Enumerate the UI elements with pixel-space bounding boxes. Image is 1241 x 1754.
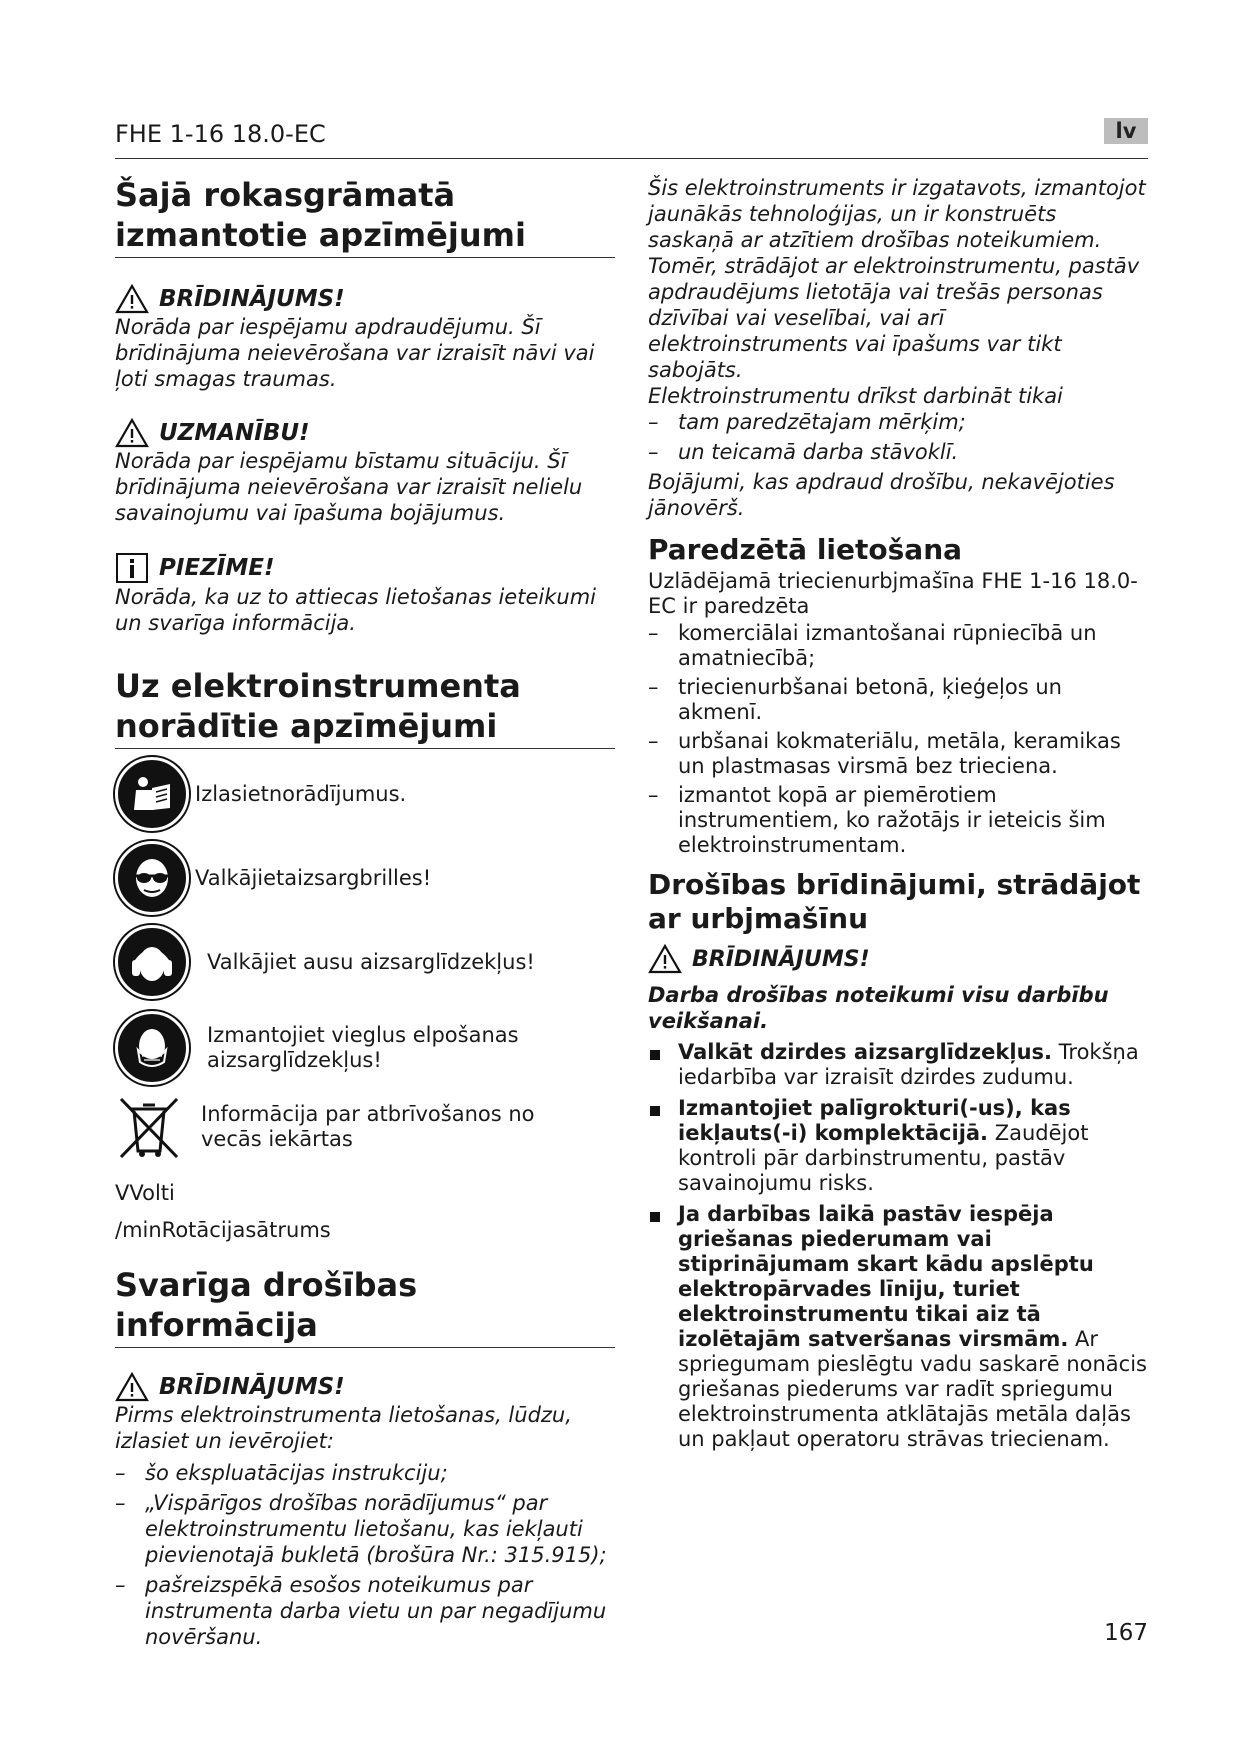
list-item: – komerciālai izmantošanai rūpniecībā un amatniecībā;	[648, 621, 1148, 671]
caution-label: UZMANĪBU!	[159, 420, 310, 446]
info-box-icon	[115, 552, 149, 584]
list-item	[648, 1202, 1148, 1452]
symbol-row	[115, 1093, 615, 1161]
bullet-text: Zaudējot kontroli pār darbinstrumentu, pastāv savainojumu risks.	[678, 1121, 1089, 1195]
model-name: FHE 1-16 18.0-EC	[115, 120, 326, 148]
right-column	[648, 175, 1148, 1458]
list-item	[648, 1040, 1148, 1090]
safety-glasses-icon	[115, 841, 189, 915]
intro-text: Šis elektroinstruments ir izgatavots, izmantojot jaunākās tehnoloģijas, un ir konstruēts saskaņā ar atzītiem drošības noteikumiem.	[648, 176, 1146, 252]
caution-text: Norāda par iespējamu bīstamu situāciju. Šī brīdinājuma neievērošana var izraisīt nelielu savainojumu vai īpašuma bojājumus.	[115, 449, 583, 525]
rpm-symbol-text: /minRotācijasātrums	[115, 1218, 331, 1242]
warning-signal	[648, 944, 1148, 974]
warning-triangle-icon	[648, 944, 682, 974]
symbol-row	[115, 841, 615, 915]
drill-safety-heading: Drošības brīdinājumi, strādājot ar urbjmašīnu	[648, 868, 1141, 935]
warning-triangle-icon	[115, 418, 149, 448]
tool-symbols-heading: Uz elektroinstrumenta norādītie apzīmējumi	[115, 666, 615, 749]
warning-text: Pirms elektroinstrumenta lietošanas, lūdzu, izlasiet un ievērojiet:	[115, 1403, 572, 1453]
symbol-text: Valkājietaizsargbrilles!	[195, 865, 432, 890]
list-item: – pašreizspēkā esošos noteikumus par instrumenta darba vietu un par negadījumu novēršanu.	[115, 1572, 615, 1650]
safety-heading: Svarīga drošības informācija	[115, 1265, 615, 1348]
intro-text: Tomēr, strādājot ar elektroinstrumentu, pastāv apdraudējums lietotāja vai trešās personas dzīvībai vai veselībai, vai arī elektroinstruments vai īpašums var tikt sabojāts.	[648, 254, 1140, 382]
list-item	[648, 1096, 1148, 1196]
volt-symbol-text: VVolti	[115, 1181, 175, 1205]
warning-signal	[115, 1372, 615, 1402]
warning-text: Norāda par iespējamu apdraudējumu. Šī brīdinājuma neievērošana var izraisīt nāvi vai ļoti smagas traumas.	[115, 315, 595, 391]
list-item: – šo ekspluatācijas instrukciju;	[115, 1460, 615, 1486]
symbol-text: Izlasietnorādījumus.	[195, 781, 407, 806]
list-item: – „Vispārīgos drošības norādījumus“ par elektroinstrumentu lietošanu, kas iekļauti pievienotajā bukletā (brošūra Nr.: 315.915);	[115, 1490, 615, 1568]
warning-triangle-icon	[115, 1372, 149, 1402]
respirator-icon	[115, 1011, 189, 1085]
note-label: PIEZĪME!	[159, 555, 275, 581]
warning-label: BRĪDINĀJUMS!	[692, 946, 870, 972]
list-item: – izmantot kopā ar piemērotiem instrumentiem, ko ražotājs ir ieteicis šim elektroinstrumentam.	[648, 783, 1148, 858]
list-item: – tam paredzētajam mērķim;	[648, 409, 1148, 435]
intro-text: Bojājumi, kas apdraud drošību, nekavējoties jānovērš.	[648, 470, 1115, 520]
warning-triangle-icon	[115, 284, 149, 314]
intended-use-list	[648, 621, 1148, 858]
note-text: Norāda, ka uz to attiecas lietošanas ieteikumi un svarīga informācija.	[115, 585, 596, 635]
intended-use-heading: Paredzētā lietošana	[648, 533, 963, 566]
symbol-row	[115, 1011, 615, 1085]
page-header	[115, 118, 1148, 159]
read-list	[115, 1460, 615, 1650]
intro-list	[648, 409, 1148, 465]
bullet-text: Ar spriegumam pieslēgtu vadu saskarē nonācis griešanas piederums var radīt spriegumu elektroinstrumenta atklātajās metāla daļās un pakļaut operatoru strāvas triecienam.	[678, 1327, 1147, 1451]
bullet-bold: Valkāt dzirdes aizsarglīdzekļus.	[678, 1040, 1052, 1064]
symbol-text: Informācija par atbrīvošanos no vecās iekārtas	[201, 1102, 535, 1151]
bullet-text: Trokšņa iedarbība var izraisīt dzirdes zudumu.	[678, 1040, 1139, 1089]
list-item: – un teicamā darba stāvoklī.	[648, 439, 1148, 465]
safety-bullets	[648, 1040, 1148, 1452]
language-badge: lv	[1104, 118, 1148, 144]
intro-text: Elektroinstrumentu drīkst darbināt tikai	[648, 384, 1063, 408]
bullet-bold: Ja darbības laikā pastāv iespēja griešanas piederumam vai stiprinājumam skart kādu apslēptu elektropārvades līniju, turiet elektroinstrumentu tikai aiz tā izolētajām satveršanas virsmām.	[678, 1202, 1094, 1351]
caution-signal	[115, 418, 615, 448]
warning-label: BRĪDINĀJUMS!	[159, 286, 345, 312]
symbol-row	[115, 757, 615, 831]
symbol-text: Valkājiet ausu aizsarglīdzekļus!	[207, 949, 535, 974]
ear-protection-icon	[115, 925, 189, 999]
left-column	[115, 175, 615, 1654]
bullet-bold: Izmantojiet palīgrokturi(-us), kas iekļauts(-i) komplektācijā.	[678, 1096, 1071, 1145]
intended-use-text: Uzlādējamā triecienurbjmašīna FHE 1-16 18.0-EC ir paredzēta	[648, 569, 1138, 618]
list-item: – urbšanai kokmateriālu, metāla, keramikas un plastmasas virsmā bez trieciena.	[648, 729, 1148, 779]
page-number: 167	[1104, 1620, 1148, 1646]
warning-signal	[115, 284, 615, 314]
symbol-row	[115, 925, 615, 999]
symbol-text: Izmantojiet vieglus elpošanas aizsarglīdzekļus!	[207, 1023, 519, 1072]
note-signal	[115, 552, 615, 584]
crossed-bin-icon	[115, 1093, 183, 1161]
list-item: – triecienurbšanai betonā, ķieģeļos un akmenī.	[648, 675, 1148, 725]
symbols-heading: Šajā rokasgrāmatā izmantotie apzīmējumi	[115, 175, 615, 258]
read-manual-icon	[115, 757, 189, 831]
warning-label: BRĪDINĀJUMS!	[159, 1374, 345, 1400]
work-safety-subheading: Darba drošības noteikumi visu darbību veikšanai.	[648, 983, 1109, 1033]
